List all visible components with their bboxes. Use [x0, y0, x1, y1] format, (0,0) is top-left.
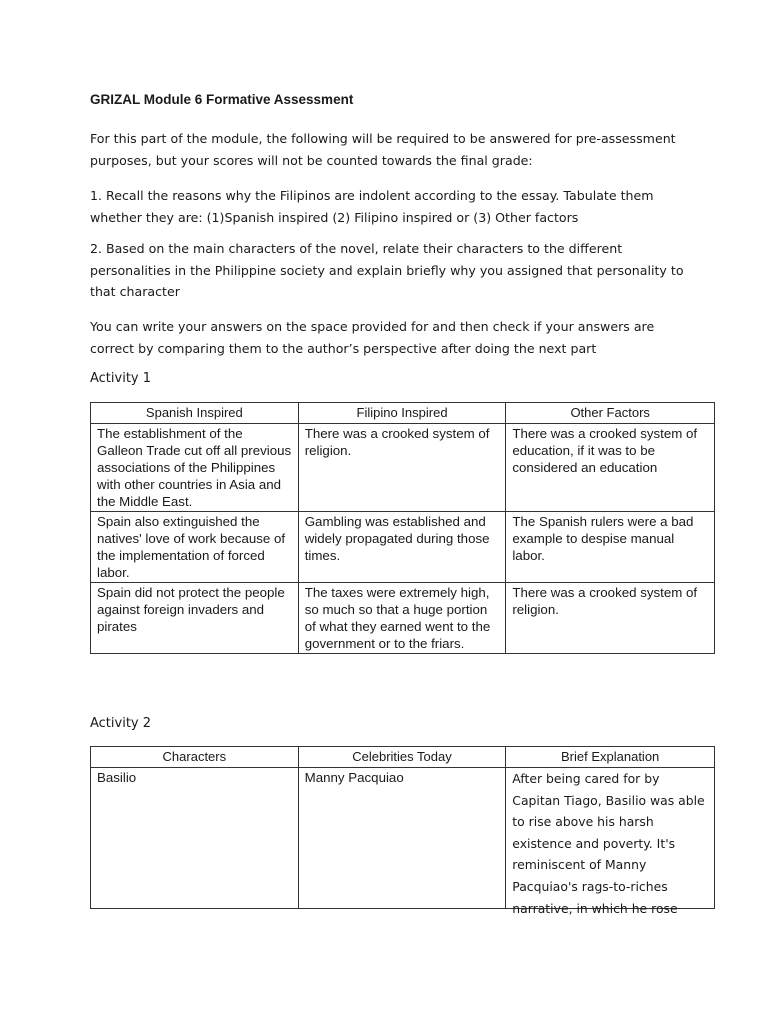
- activity-1-label: Activity 1: [90, 371, 152, 386]
- column-header: Other Factors: [506, 403, 715, 424]
- table-cell: There was a crooked system of religion.: [298, 424, 506, 512]
- table-row: [91, 768, 715, 909]
- column-header: Brief Explanation: [506, 747, 715, 768]
- table-cell: The establishment of the Galleon Trade cut off all previous associations of the Philippines with other countries in Asia and the Middle East.: [91, 424, 299, 512]
- column-header: Filipino Inspired: [298, 403, 506, 424]
- table-header-row: [91, 403, 715, 424]
- table-cell: Spain did not protect the people against foreign invaders and pirates: [91, 583, 299, 654]
- table-cell: Gambling was established and widely propagated during those times.: [298, 512, 506, 583]
- table-cell: Spain also extinguished the natives' love of work because of the implementation of forced labor.: [91, 512, 299, 583]
- activity-2-label: Activity 2: [90, 716, 152, 731]
- table-row: [91, 512, 715, 583]
- column-header: Spanish Inspired: [91, 403, 299, 424]
- answer-note: You can write your answers on the space provided for and then check if your answers are correct by comparing them to the author’s perspective after doing the next part: [90, 319, 655, 356]
- table-cell: [506, 768, 715, 916]
- table-cell: Basilio: [91, 768, 299, 909]
- table-row: [91, 424, 715, 512]
- document-title: GRIZAL Module 6 Formative Assessment: [90, 92, 354, 107]
- table-row: [91, 583, 715, 654]
- table-cell: There was a crooked system of education, if it was to be considered an education: [506, 424, 715, 512]
- table-cell: There was a crooked system of religion.: [506, 583, 715, 654]
- column-header: Celebrities Today: [298, 747, 506, 768]
- activity-2-table: [90, 746, 715, 916]
- activity-1-table: [90, 402, 715, 654]
- column-header: Characters: [91, 747, 299, 768]
- explanation-text: After being cared for by Capitan Tiago, Basilio was able to rise above his harsh existence and poverty. It's reminiscent of Manny Pacquiao's rags-to-riches narrative, in which he rose: [512, 771, 705, 916]
- table-cell: Manny Pacquiao: [298, 768, 506, 909]
- instruction-item-2: 2. Based on the main characters of the novel, relate their characters to the different personalities in the Philippine society and explain briefly why you assigned that personality to that character: [90, 241, 684, 299]
- table-cell: The taxes were extremely high, so much so that a huge portion of what they earned went to the government or to the friars.: [298, 583, 506, 654]
- table-cell: The Spanish rulers were a bad example to despise manual labor.: [506, 512, 715, 583]
- instruction-item-1: 1. Recall the reasons why the Filipinos are indolent according to the essay. Tabulate them whether they are: (1)Spanish inspired (2) Filipino inspired or (3) Other factors: [90, 188, 654, 225]
- table-header-row: [91, 747, 715, 768]
- intro-paragraph: For this part of the module, the following will be required to be answered for pre-assessment purposes, but your scores will not be counted towards the final grade:: [90, 131, 676, 168]
